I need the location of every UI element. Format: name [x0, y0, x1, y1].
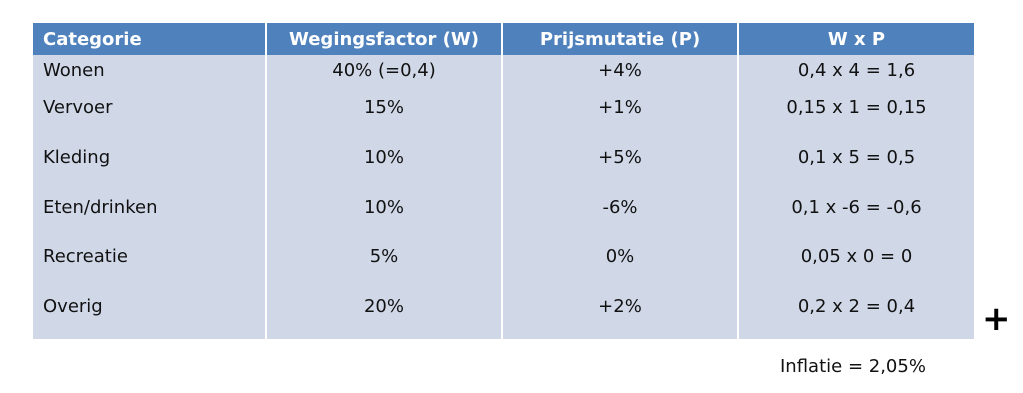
header-categorie: Categorie	[33, 23, 266, 55]
table-header-row	[33, 23, 974, 55]
cell-prijsmutatie: 0%	[502, 239, 738, 289]
sum-sign: +	[982, 299, 1011, 339]
cell-w-x-p: 0,2 x 2 = 0,4	[738, 289, 974, 339]
cell-wegingsfactor: 10%	[266, 140, 502, 190]
header-prijsmutatie: Prijsmutatie (P)	[502, 23, 738, 55]
inflation-total: Inflatie = 2,05%	[780, 356, 926, 377]
cell-prijsmutatie: -6%	[502, 190, 738, 240]
cell-w-x-p: 0,1 x -6 = -0,6	[738, 190, 974, 240]
cell-w-x-p: 0,05 x 0 = 0	[738, 239, 974, 289]
cell-wegingsfactor: 40% (=0,4)	[266, 55, 502, 90]
cell-w-x-p: 0,4 x 4 = 1,6	[738, 55, 974, 90]
cell-categorie: Kleding	[33, 140, 266, 190]
cell-wegingsfactor: 10%	[266, 190, 502, 240]
cell-categorie: Eten/drinken	[33, 190, 266, 240]
cell-w-x-p: 0,15 x 1 = 0,15	[738, 90, 974, 140]
cell-categorie: Overig	[33, 289, 266, 339]
table-row	[33, 190, 974, 240]
cell-prijsmutatie: +5%	[502, 140, 738, 190]
cell-prijsmutatie: +1%	[502, 90, 738, 140]
table-row	[33, 90, 974, 140]
cell-w-x-p: 0,1 x 5 = 0,5	[738, 140, 974, 190]
cell-categorie: Vervoer	[33, 90, 266, 140]
cell-wegingsfactor: 5%	[266, 239, 502, 289]
table-row	[33, 55, 974, 90]
cell-prijsmutatie: +2%	[502, 289, 738, 339]
cell-categorie: Recreatie	[33, 239, 266, 289]
header-w-x-p: W x P	[738, 23, 974, 55]
table-row	[33, 289, 974, 339]
cell-wegingsfactor: 15%	[266, 90, 502, 140]
table-row	[33, 239, 974, 289]
inflation-table	[33, 23, 974, 339]
header-wegingsfactor: Wegingsfactor (W)	[266, 23, 502, 55]
table-row	[33, 140, 974, 190]
cell-prijsmutatie: +4%	[502, 55, 738, 90]
cell-wegingsfactor: 20%	[266, 289, 502, 339]
cell-categorie: Wonen	[33, 55, 266, 90]
